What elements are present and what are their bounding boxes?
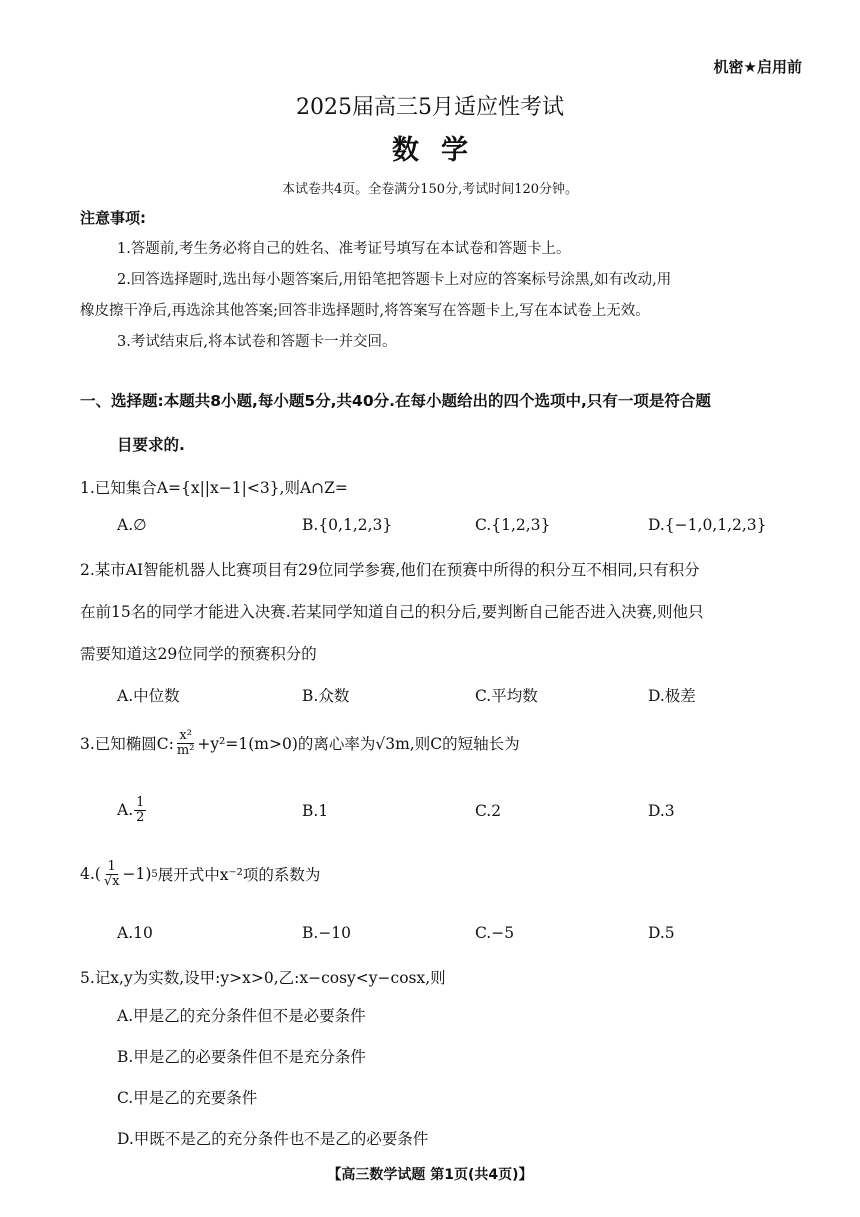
exam-title: 2025届高三5月适应性考试 <box>296 95 564 120</box>
subject-title: 数学 <box>392 135 490 166</box>
q4-option-c: C.−5 <box>475 924 515 942</box>
q5-option-a: A.甲是乙的充分条件但不是必要条件 <box>117 1007 366 1025</box>
q3-option-b: B.1 <box>302 802 329 820</box>
q4-mid: −1) <box>122 865 152 883</box>
question-4-stem <box>80 852 320 896</box>
q3-fraction <box>175 729 197 757</box>
q1-option-a: A.∅ <box>117 516 147 534</box>
q5-option-b: B.甲是乙的必要条件但不是充分条件 <box>117 1048 366 1066</box>
q3-option-a <box>117 790 147 830</box>
q4-fraction <box>102 860 122 888</box>
question-2-line-2: 在前15名的同学才能进入决赛.若某同学知道自己的积分后,要判断自己能否进入决赛,则他只 <box>80 603 704 621</box>
q1-option-c: C.{1,2,3} <box>475 516 551 534</box>
q4-option-d: D.5 <box>648 924 675 942</box>
q3-option-a-fraction <box>134 796 146 824</box>
q3-option-d: D.3 <box>648 802 675 820</box>
q3-fraction-denominator: m² <box>176 742 195 758</box>
confidential-label: 机密★启用前 <box>713 58 802 76</box>
q3-prefix: 3.已知椭圆C: <box>80 735 174 753</box>
q3-option-a-denominator: 2 <box>136 809 145 825</box>
q4-option-a: A.10 <box>117 924 153 942</box>
q5-option-d: D.甲既不是乙的充分条件也不是乙的必要条件 <box>117 1130 429 1148</box>
q1-option-b: B.{0,1,2,3} <box>302 516 393 534</box>
q1-option-d: D.{−1,0,1,2,3} <box>648 516 767 534</box>
question-2-line-1: 2.某市AI智能机器人比赛项目有29位同学参赛,他们在预赛中所得的积分互不相同,只有积分 <box>80 561 700 579</box>
q4-option-b: B.−10 <box>302 924 352 942</box>
q5-option-c: C.甲是乙的充要条件 <box>117 1089 258 1107</box>
q4-fraction-denominator: √x <box>103 873 120 889</box>
question-2-line-3: 需要知道这29位同学的预赛积分的 <box>80 645 317 663</box>
notice-item-2: 2.回答选择题时,选出每小题答案后,用铅笔把答题卡上对应的答案标号涂黑,如有改动,用 <box>117 272 672 288</box>
notice-item-1: 1.答题前,考生务必将自己的姓名、准考证号填写在本试卷和答题卡上。 <box>117 241 571 257</box>
section-heading-cont: 目要求的. <box>117 436 185 454</box>
q2-option-d: D.极差 <box>648 687 696 705</box>
exam-info: 本试卷共4页。全卷满分150分,考试时间120分钟。 <box>281 182 579 197</box>
q2-option-b: B.众数 <box>302 687 350 705</box>
q2-option-a: A.中位数 <box>117 687 180 705</box>
notice-heading: 注意事项: <box>80 209 146 227</box>
q3-rest: +y²=1(m>0)的离心率为√3m,则C的短轴长为 <box>197 735 520 753</box>
q3-option-a-numerator: 1 <box>136 794 145 810</box>
q3-option-a-label: A. <box>117 801 134 819</box>
notice-item-3: 3.考试结束后,将本试卷和答题卡一并交回。 <box>117 334 397 350</box>
question-5-stem: 5.记x,y为实数,设甲:y>x>0,乙:x−cosy<y−cosx,则 <box>80 969 446 987</box>
section-heading: 一、选择题:本题共8小题,每小题5分,共40分.在每小题给出的四个选项中,只有一项是符合题 <box>80 392 711 410</box>
question-3-stem <box>80 722 520 764</box>
notice-item-2-cont: 橡皮擦干净后,再选涂其他答案;回答非选择题时,将答案写在答题卡上,写在本试卷上无效。 <box>80 303 650 319</box>
q2-option-c: C.平均数 <box>475 687 538 705</box>
q4-prefix: 4.( <box>80 865 101 883</box>
q3-fraction-numerator: x² <box>179 727 192 743</box>
q3-option-c: C.2 <box>475 802 502 820</box>
page-footer: 【高三数学试题 第1页(共4页)】 <box>327 1167 533 1183</box>
q4-fraction-numerator: 1 <box>107 858 116 874</box>
q4-rest: 展开式中x⁻²项的系数为 <box>157 866 321 884</box>
q4-power: 5 <box>151 868 158 880</box>
question-1-stem: 1.已知集合A={x||x−1|<3},则A∩Z= <box>80 479 348 497</box>
